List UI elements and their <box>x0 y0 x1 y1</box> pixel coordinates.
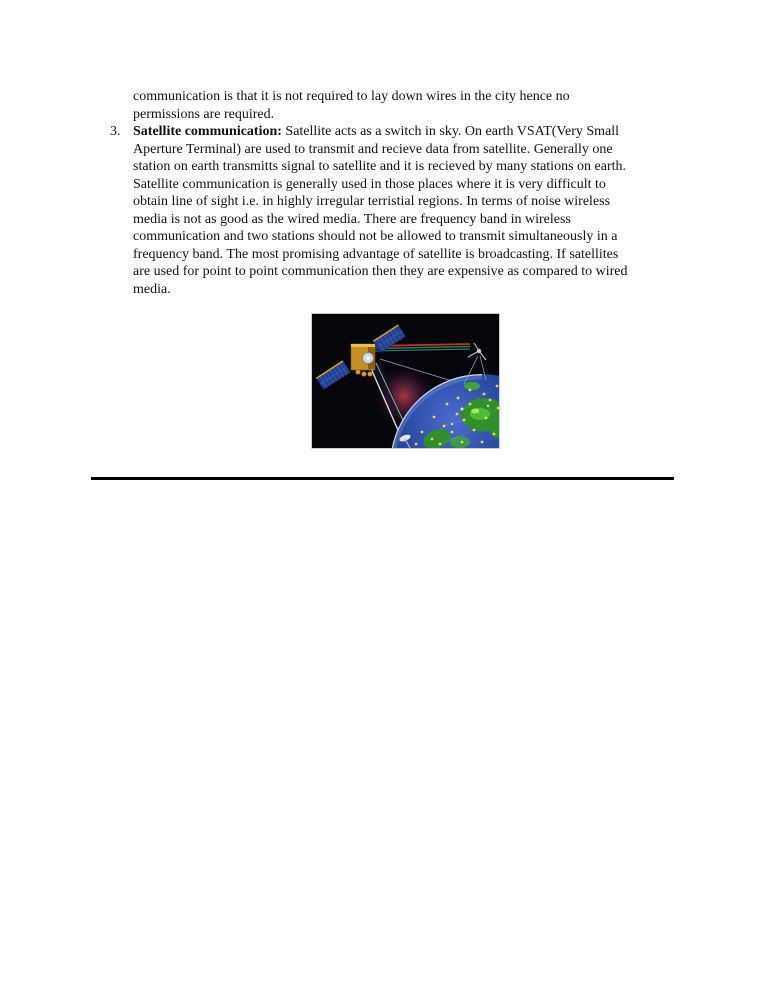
text-line: media. <box>133 281 171 297</box>
list-item-number: 3. <box>110 124 121 139</box>
text-line: are used for point to point communication then they are expensive as compared to wired <box>133 264 628 279</box>
text-line: Aperture Terminal) are used to transmit and recieve data from satellite. Generally one <box>133 141 613 157</box>
horizontal-divider <box>91 477 674 480</box>
satellite-earth-illustration <box>312 314 499 448</box>
list-item-title: Satellite communication: <box>133 124 282 139</box>
satellite-figure-image[interactable] <box>311 313 500 449</box>
text-line: communication and two stations should not be allowed to transmit simultaneously in a <box>133 229 618 244</box>
text-line: frequency band. The most promising advantage of satellite is broadcasting. If satellites <box>133 246 619 262</box>
text-line: Satellite communication is generally used in those places where it is very difficult to <box>133 176 606 192</box>
list-item-3-first-line <box>110 123 673 141</box>
text-line: permissions are required. <box>133 106 275 122</box>
text-line: obtain line of sight i.e. in highly irregular terristial regions. In terms of noise wireless <box>133 194 611 209</box>
text-line: media is not as good as the wired media. There are frequency band in wireless <box>133 211 571 227</box>
list-item-title-rest: Satellite acts as a switch in sky. On earth VSAT(Very Small <box>281 124 620 139</box>
body-text <box>110 88 673 298</box>
text-line: communication is that it is not required to lay down wires in the city hence no <box>133 89 570 104</box>
text-line: station on earth transmitts signal to satellite and it is recieved by many stations on earth. <box>133 159 627 174</box>
